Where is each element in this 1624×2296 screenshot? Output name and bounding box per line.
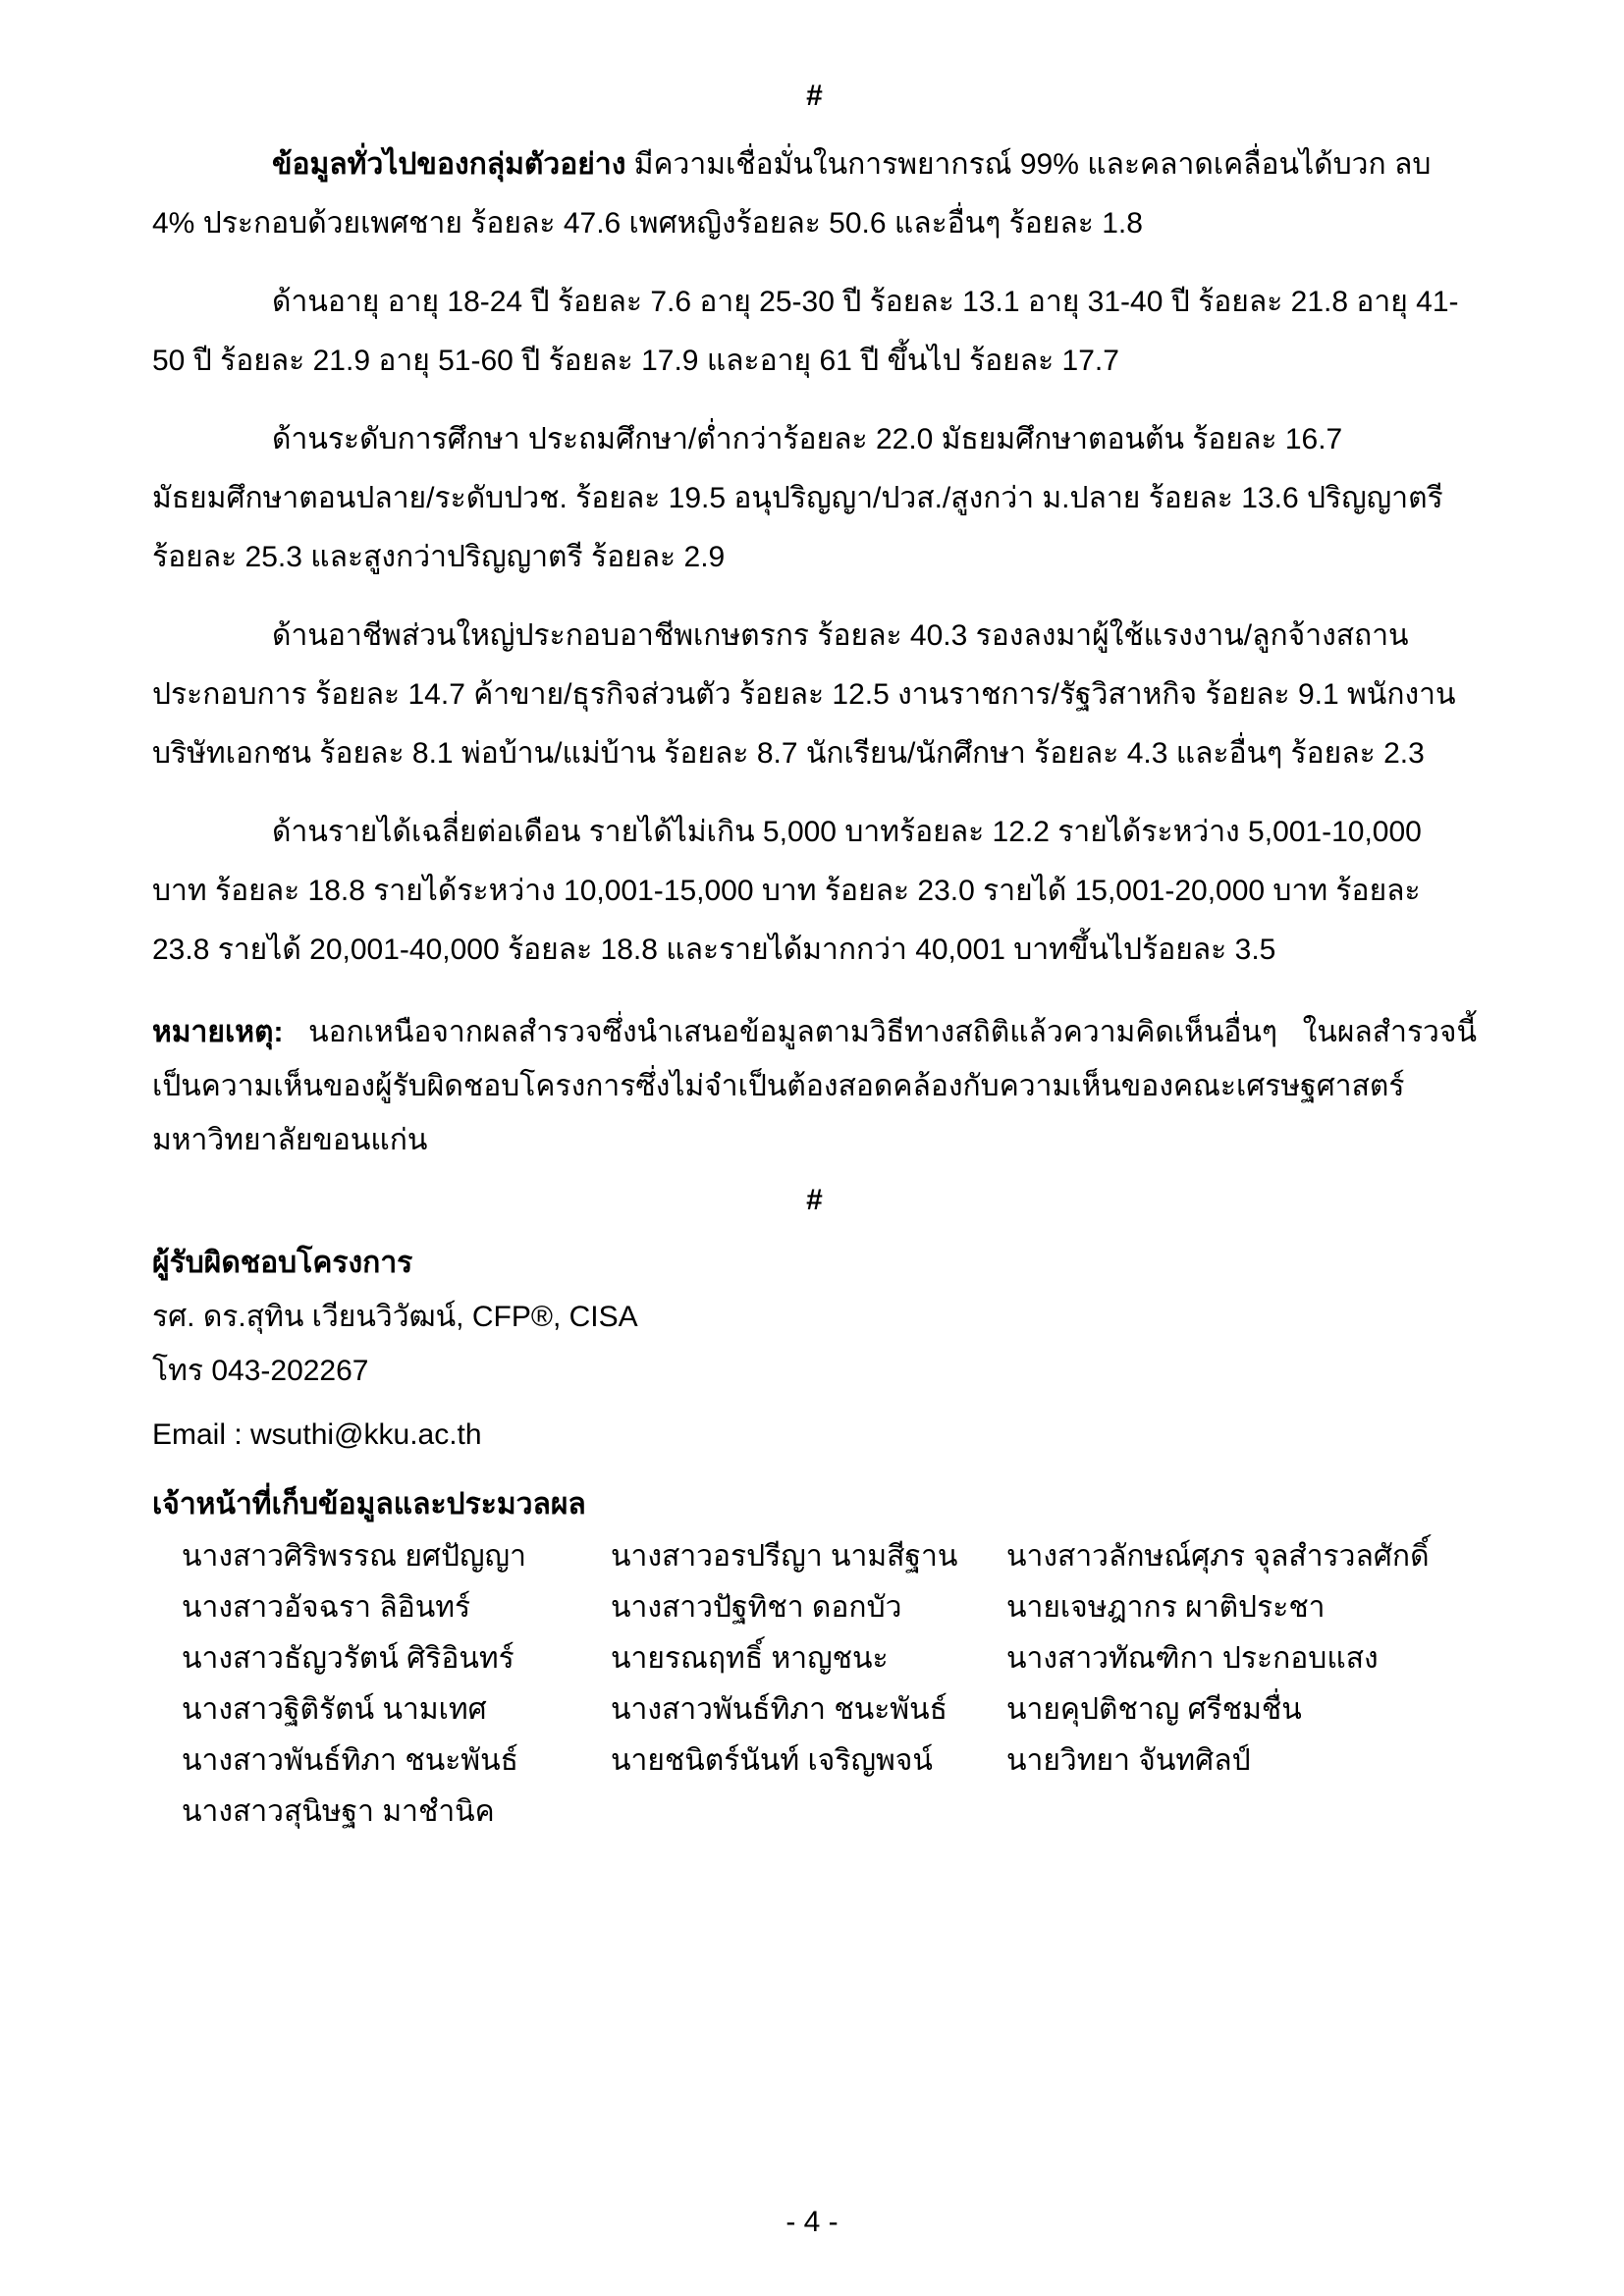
contact-phone: โทร 043-202267: [152, 1355, 369, 1387]
note-text: นอกเหนือจากผลสำรวจซึ่งนำเสนอข้อมูลตามวิธีทางสถิติแล้วความคิดเห็นอื่นๆ ในผลสำรวจนี้เป็นความเห็นของผู้รับผิดชอบโครงการซึ่งไม่จำเป็นต้องสอดคล้องกับความเห็นของคณะเศรษฐศาสตร์ มหาวิทยาลัยขอนแก่น: [152, 1016, 1477, 1156]
staff-name: นางสาวอัจฉรา ลิอินทร์: [182, 1591, 471, 1624]
staff-name: นายเจษฎากร ผาติประชา: [1006, 1591, 1326, 1624]
paragraph-age: ด้านอายุ อายุ 18-24 ปี ร้อยละ 7.6 อายุ 25-30 ปี ร้อยละ 13.1 อายุ 31-40 ปี ร้อยละ 21.8 อายุ 41-50 ปี ร้อยละ 21.9 อายุ 51-60 ปี ร้อยละ 17.9 และอายุ 61 ปี ขึ้นไป ร้อยละ 17.7: [152, 286, 1459, 377]
staff-name: นางสาวปัฐทิชา ดอกบัว: [611, 1591, 902, 1624]
staff-name: [1006, 1787, 1477, 1838]
paragraph-general-text: มีความเชื่อมั่นในการพยากรณ์ 99% และคลาดเคลื่อนได้บวก ลบ 4% ประกอบด้วยเพศชาย ร้อยละ 47.6 เพศหญิงร้อยละ 50.6 และอื่นๆ ร้อยละ 1.8: [152, 148, 1432, 240]
staff-name: นางสาวสุนิษฐา มาชำนิค: [182, 1795, 495, 1828]
contact-email: Email : wsuthi@kku.ac.th: [152, 1418, 482, 1451]
section-separator-mid: #: [806, 1184, 823, 1216]
staff-name: นางสาวพันธ์ทิภา ชนะพันธ์: [611, 1693, 947, 1726]
page-number: - 4 -: [785, 2206, 839, 2238]
staff-section-heading: เจ้าหน้าที่เก็บข้อมูลและประมวลผล: [152, 1488, 586, 1521]
paragraph-occupation: ด้านอาชีพส่วนใหญ่ประกอบอาชีพเกษตรกร ร้อยละ 40.3 รองลงมาผู้ใช้แรงงาน/ลูกจ้างสถานประกอบการ ร้อยละ 14.7 ค้าขาย/ธุรกิจส่วนตัว ร้อยละ 12.5 งานราชการ/รัฐวิสาหกิจ ร้อยละ 9.1 พนักงานบริษัทเอกชน ร้อยละ 8.1 พ่อบ้าน/แม่บ้าน ร้อยละ 8.7 นักเรียน/นักศึกษา ร้อยละ 4.3 และอื่นๆ ร้อยละ 2.3: [152, 619, 1456, 770]
staff-name: นางสาวลักษณ์ศุภร จุลสำรวลศักดิ์: [1006, 1540, 1430, 1573]
staff-name-table: [182, 1531, 1477, 1838]
staff-name: [611, 1787, 1006, 1838]
paragraph-education: ด้านระดับการศึกษา ประถมศึกษา/ต่ำกว่าร้อยละ 22.0 มัธยมศึกษาตอนต้น ร้อยละ 16.7 มัธยมศึกษาตอนปลาย/ระดับปวช. ร้อยละ 19.5 อนุปริญญา/ปวส./สูงกว่า ม.ปลาย ร้อยละ 13.6 ปริญญาตรี ร้อยละ 25.3 และสูงกว่าปริญญาตรี ร้อยละ 2.9: [152, 423, 1443, 573]
note-paragraph: [152, 1005, 1477, 1167]
paragraph-general-info: [152, 135, 1477, 253]
staff-name: นางสาวฐิติรัตน์ นามเทศ: [182, 1693, 487, 1726]
staff-name: นายคุปติชาญ ศรีชมชื่น: [1006, 1693, 1302, 1726]
section-separator-top: #: [806, 80, 823, 112]
paragraph-general-lead: ข้อมูลทั่วไปของกลุ่มตัวอย่าง: [272, 148, 626, 181]
staff-name: นางสาวพันธ์ทิภา ชนะพันธ์: [182, 1744, 518, 1777]
contact-person-name: รศ. ดร.สุทิน เวียนวิวัฒน์, CFP®, CISA: [152, 1301, 638, 1333]
note-label: หมายเหตุ:: [152, 1016, 284, 1048]
staff-name: นางสาวศิริพรรณ ยศปัญญา: [182, 1540, 526, 1573]
paragraph-income: ด้านรายได้เฉลี่ยต่อเดือน รายได้ไม่เกิน 5,000 บาทร้อยละ 12.2 รายได้ระหว่าง 5,001-10,000 บาท ร้อยละ 18.8 รายได้ระหว่าง 10,001-15,000 บาท ร้อยละ 23.0 รายได้ 15,001-20,000 บาท ร้อยละ 23.8 รายได้ 20,001-40,000 ร้อยละ 18.8 และรายได้มากกว่า 40,001 บาทขึ้นไปร้อยละ 3.5: [152, 816, 1422, 966]
staff-name: นายวิทยา จันทศิลป์: [1006, 1744, 1251, 1777]
staff-name: นางสาวธัญวรัตน์ ศิริอินทร์: [182, 1642, 514, 1675]
staff-name: นางสาวอรปรีญา นามสีฐาน: [611, 1540, 958, 1573]
staff-name: นายรณฤทธิ์ หาญชนะ: [611, 1642, 889, 1675]
staff-name: นายชนิตร์นันท์ เจริญพจน์: [611, 1744, 933, 1777]
staff-name: นางสาวทัณฑิกา ประกอบแสง: [1006, 1642, 1379, 1675]
contact-section-heading: ผู้รับผิดชอบโครงการ: [152, 1247, 413, 1279]
